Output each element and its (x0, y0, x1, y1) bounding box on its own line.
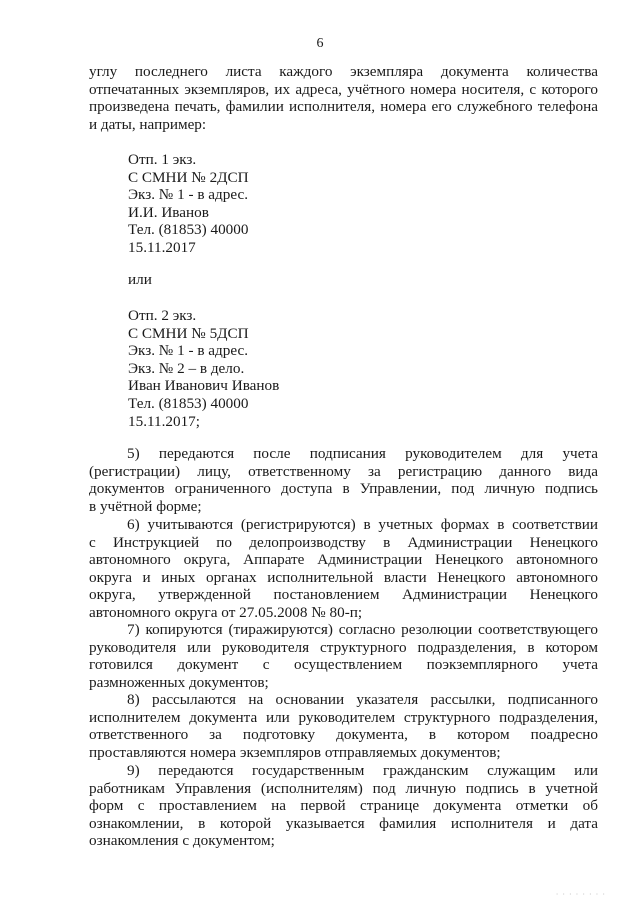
text-line: округа, утвержденной постановлением Администрации Ненецкого (89, 586, 598, 604)
text-line: в учётной форме; (89, 497, 202, 515)
example-line: 15.11.2017 (128, 238, 196, 256)
list-item-5 (89, 445, 598, 515)
text-line: с Инструкцией по делопроизводству в Администрации Ненецкого (89, 533, 598, 551)
example-block-1 (128, 151, 249, 257)
scan-artifact: · · · · · · · · (555, 890, 606, 899)
text-line: 8) рассылаются на основании указателя рассылки, подписанного (127, 691, 598, 708)
text-line: автономного округа от 27.05.2008 № 80-п; (89, 603, 363, 621)
text-line: отпечатанных экземпляров, их адреса, учётного номера носителя, с которого (89, 80, 598, 98)
text-line: ответственного за подготовку документа, в котором поадресно (89, 726, 598, 744)
example-line: Тел. (81853) 40000 (128, 221, 249, 239)
or-word: или (128, 271, 152, 288)
text-line: произведена печать, фамилии исполнителя, номера его служебного телефона (89, 98, 598, 116)
text-line: документов ограниченного доступа в Управлении, под личную подпись (89, 480, 598, 498)
or-separator (128, 271, 152, 289)
example-line: С СМНИ № 2ДСП (128, 168, 249, 186)
text-line: работникам Управления (исполнителям) под личную подпись в учетной (89, 779, 598, 797)
text-line: руководителя или руководителя структурного подразделения, в котором (89, 638, 598, 656)
text-line: 9) передаются государственным гражданским служащим или (127, 762, 598, 779)
example-line: Отп. 2 экз. (128, 307, 197, 324)
example-line: С СМНИ № 5ДСП (128, 324, 249, 342)
example-line: И.И. Иванов (128, 203, 209, 221)
example-line: Отп. 1 экз. (128, 151, 197, 168)
text-line: 5) передаются после подписания руководителем для учета (127, 445, 598, 462)
text-line: исполнителем документа или руководителем структурного подразделения, (89, 708, 598, 726)
text-line: 7) копируются (тиражируются) согласно резолюции соответствующего (127, 621, 598, 638)
text-line: округа и иных органах исполнительной власти Ненецкого автономного (89, 568, 598, 586)
example-line: Экз. № 1 - в адрес. (128, 186, 249, 204)
list-item-7 (89, 621, 598, 691)
text-line: ознакомлении, в которой указывается фамилия исполнителя и дата (89, 814, 598, 832)
example-line: Экз. № 2 – в дело. (128, 359, 245, 377)
text-line: (регистрации) лицу, ответственному за регистрацию данного вида (89, 462, 598, 480)
text-line: размноженных документов; (89, 673, 269, 691)
text-line: и даты, например: (89, 115, 207, 133)
list-item-8 (89, 691, 598, 761)
text-line: проставляются номера экземпляров отправляемых документов; (89, 743, 501, 761)
text-line: углу последнего листа каждого экземпляра документа количества (89, 63, 598, 80)
text-line: готовился документ с осуществлением поэкземплярного учета (89, 656, 598, 674)
list-item-6 (89, 516, 598, 622)
text-line: 6) учитываются (регистрируются) в учетных формах в соответствии (127, 516, 598, 533)
page-number: 6 (316, 36, 324, 51)
example-line: Тел. (81853) 40000 (128, 394, 249, 412)
example-line: 15.11.2017; (128, 412, 200, 430)
example-line: Экз. № 1 - в адрес. (128, 342, 249, 360)
example-block-2 (128, 307, 279, 430)
text-line: форм с проставлением на первой странице документа отметки об (89, 797, 598, 815)
list-item-9 (89, 762, 598, 850)
example-line: Иван Иванович Иванов (128, 377, 280, 395)
text-line: ознакомления с документом; (89, 832, 275, 850)
intro-paragraph (89, 63, 598, 133)
text-line: автономного округа, Аппарате Администрации Ненецкого автономного (89, 551, 598, 569)
